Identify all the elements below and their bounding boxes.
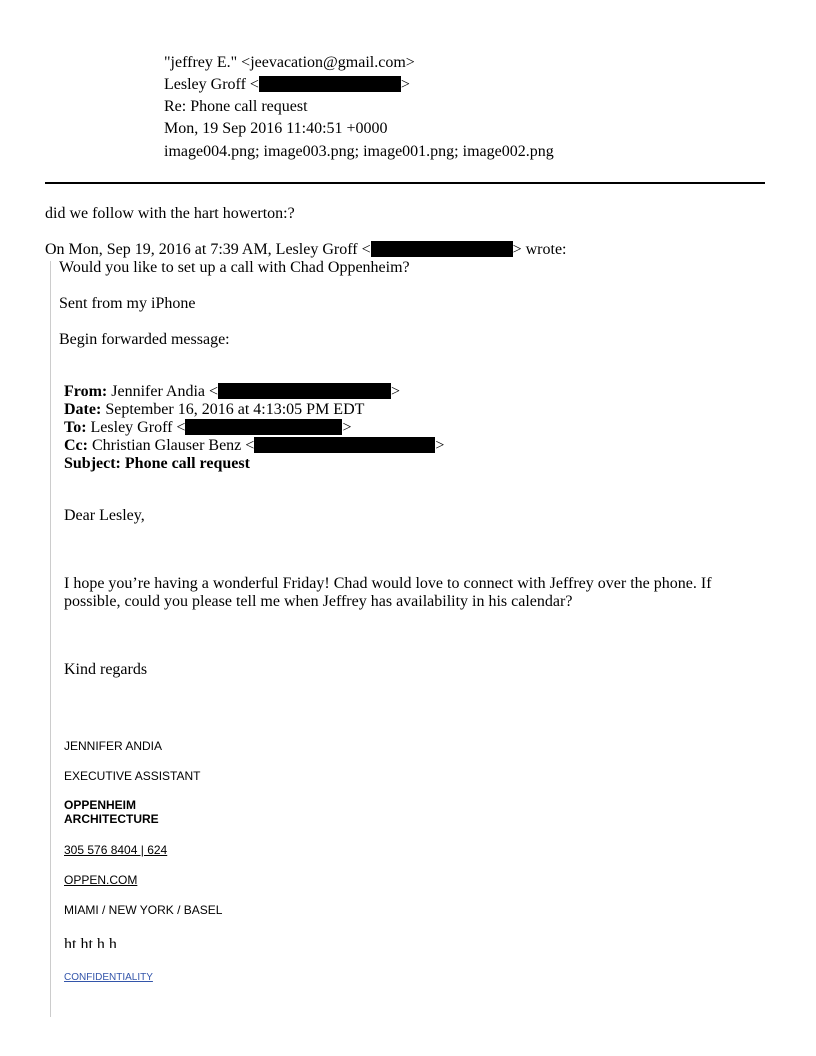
fwd-subject-label: Subject: <box>64 455 121 472</box>
signature-confidentiality <box>64 967 153 987</box>
fwd-date-row <box>64 401 364 419</box>
quote-bar <box>50 261 51 1017</box>
signature-website <box>64 871 137 889</box>
fwd-subject-row <box>64 455 250 473</box>
reply-text: did we follow with the hart howerton:? <box>45 205 295 222</box>
header-images-value: image004.png; image003.png; image001.png; image002.png <box>164 143 554 160</box>
fwd-from-label: From: <box>64 383 108 400</box>
signature-locations: MIAMI / NEW YORK / BASEL <box>64 903 223 917</box>
fwd-from-row <box>64 383 400 401</box>
fwd-cc-label: Cc: <box>64 437 88 454</box>
redaction-bar <box>218 383 391 399</box>
header-subject-value: Re: Phone call request <box>164 98 308 115</box>
header-from-value: "jeffrey E." <jeevacation@gmail.com> <box>164 54 415 71</box>
quoted-question: Would you like to set up a call with Chad Oppenheim? <box>59 259 410 276</box>
website-link[interactable]: OPPEN.COM <box>64 873 138 887</box>
redaction-bar <box>254 437 435 453</box>
header-to-name: Lesley Groff < <box>164 76 259 93</box>
fwd-date-label: Date: <box>64 401 102 418</box>
quoted-sent-from: Sent from my iPhone <box>59 295 196 312</box>
fwd-to-label: To: <box>64 419 87 436</box>
redaction-bar <box>259 76 401 92</box>
header-to-close: > <box>400 76 410 93</box>
fwd-subject-value: Phone call request <box>124 455 250 472</box>
fwd-date-value: September 16, 2016 at 4:13:05 PM EDT <box>105 401 365 418</box>
header-to-value <box>164 74 410 96</box>
fwd-greeting: Dear Lesley, <box>64 507 145 524</box>
signature-phone <box>64 841 167 859</box>
phone-link[interactable]: 305 576 8404 | 624 <box>64 843 168 857</box>
redaction-bar <box>185 419 342 435</box>
fwd-to-value: Lesley Groff < <box>90 419 186 436</box>
quote-intro <box>45 241 567 259</box>
redaction-bar <box>371 241 513 257</box>
fwd-from-close: > <box>391 383 401 400</box>
signature-fragment: ht ht h h <box>64 936 117 948</box>
signature-company-line2: ARCHITECTURE <box>64 812 159 826</box>
quoted-forward-notice: Begin forwarded message: <box>59 331 230 348</box>
signature-name: JENNIFER ANDIA <box>64 739 163 753</box>
fwd-cc-value: Christian Glauser Benz < <box>91 437 255 454</box>
fwd-message: I hope you’re having a wonderful Friday! Chad would love to connect with Jeffrey over the phone. If possible, could you please tell me when Jeffrey has availability in his calendar? <box>64 575 712 610</box>
header-date-value: Mon, 19 Sep 2016 11:40:51 +0000 <box>164 120 388 137</box>
fwd-to-close: > <box>342 419 352 436</box>
quote-intro-end: > wrote: <box>512 241 567 258</box>
fwd-to-row <box>64 419 351 437</box>
header-divider <box>45 182 765 184</box>
fwd-closing: Kind regards <box>64 661 148 678</box>
fwd-cc-close: > <box>435 437 445 454</box>
signature-company-line1: OPPENHEIM <box>64 798 137 812</box>
fwd-cc-row <box>64 437 444 455</box>
fwd-from-value: Jennifer Andia < <box>111 383 219 400</box>
confidentiality-link[interactable]: CONFIDENTIALITY <box>64 972 153 983</box>
quote-intro-start: On Mon, Sep 19, 2016 at 7:39 AM, Lesley Groff < <box>45 241 371 258</box>
signature-title: EXECUTIVE ASSISTANT <box>64 769 201 783</box>
